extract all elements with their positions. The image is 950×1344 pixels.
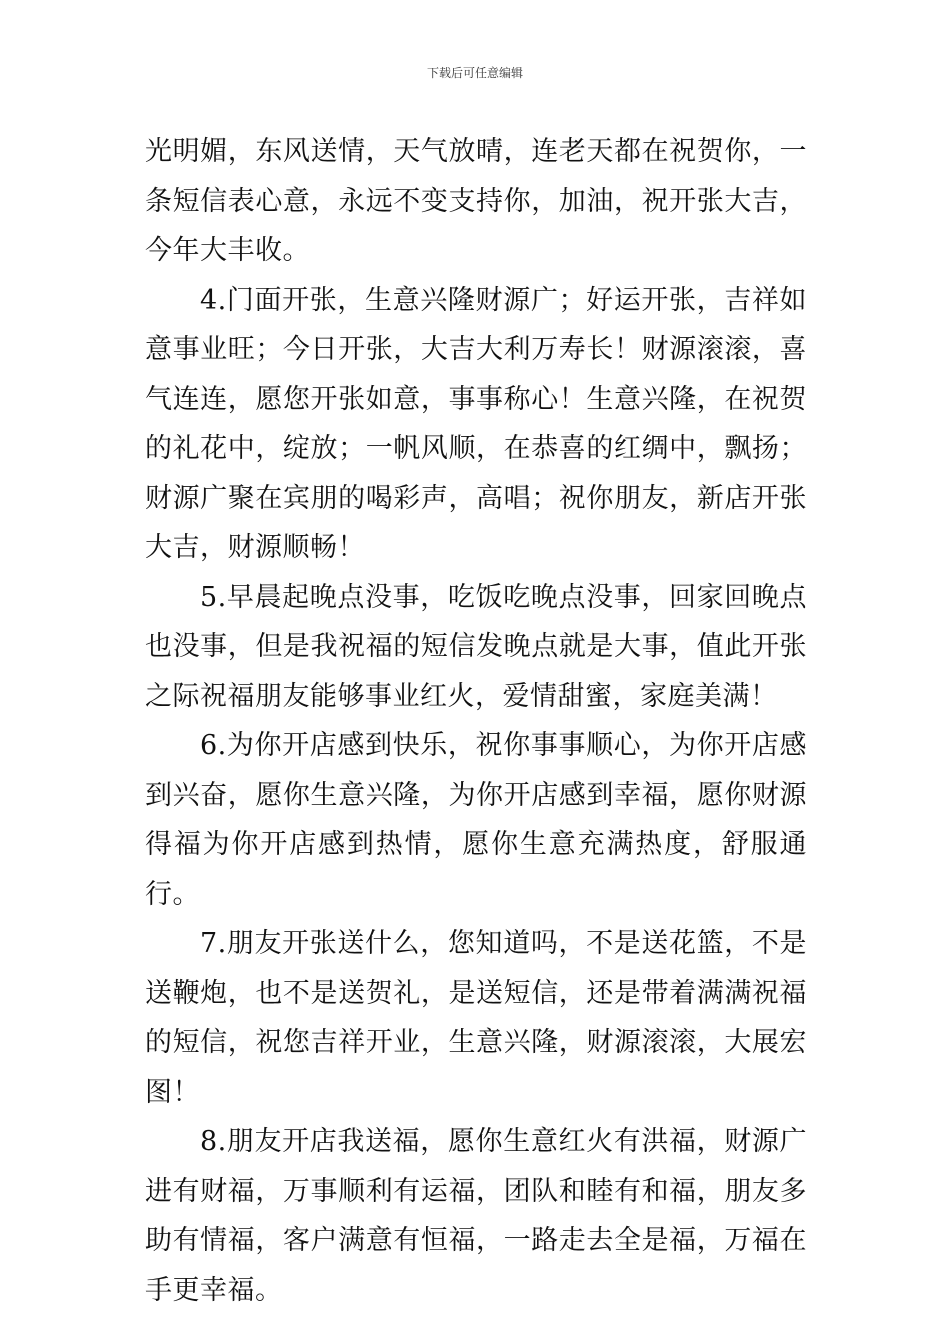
paragraph-item-8: 8.朋友开店我送福，愿你生意红火有洪福，财源广进有财福，万事顺利有运福，团队和睦有和福，朋友多助有情福，客户满意有恒福，一路走去全是福，万福在手更幸福。 — [145, 1126, 807, 1306]
paragraph-item-6: 6.为你开店感到快乐，祝你事事顺心，为你开店感到兴奋，愿你生意兴隆，为你开店感到幸福，愿你财源得福为你开店感到热情，愿你生意充满热度，舒服通行。 — [145, 730, 807, 910]
paragraph-item-5: 5.早晨起晚点没事，吃饭吃晚点没事，回家回晚点也没事，但是我祝福的短信发晚点就是大事，值此开张之际祝福朋友能够事业红火，爱情甜蜜，家庭美满！ — [145, 581, 807, 712]
paragraph-item-7: 7.朋友开张送什么，您知道吗，不是送花篮，不是送鞭炮，也不是送贺礼，是送短信，还是带着满满祝福的短信，祝您吉祥开业，生意兴隆，财源滚滚，大展宏图！ — [145, 928, 807, 1108]
page-header: 下载后可任意编辑 — [426, 66, 523, 80]
paragraph-item-4: 4.门面开张，生意兴隆财源广；好运开张，吉祥如意事业旺；今日开张，大吉大利万寿长！财源滚滚，喜气连连，愿您开张如意，事事称心！生意兴隆，在祝贺的礼花中，绽放；一帆风顺，在恭喜的红绸中，飘扬；财源广聚在宾朋的喝彩声，高唱；祝你朋友，新店开张大吉，财源顺畅！ — [145, 284, 807, 563]
paragraph-continuation: 光明媚，东风送情，天气放晴，连老天都在祝贺你，一条短信表心意，永远不变支持你，加油，祝开张大吉，今年大丰收。 — [145, 136, 807, 266]
document-body — [145, 127, 807, 1315]
